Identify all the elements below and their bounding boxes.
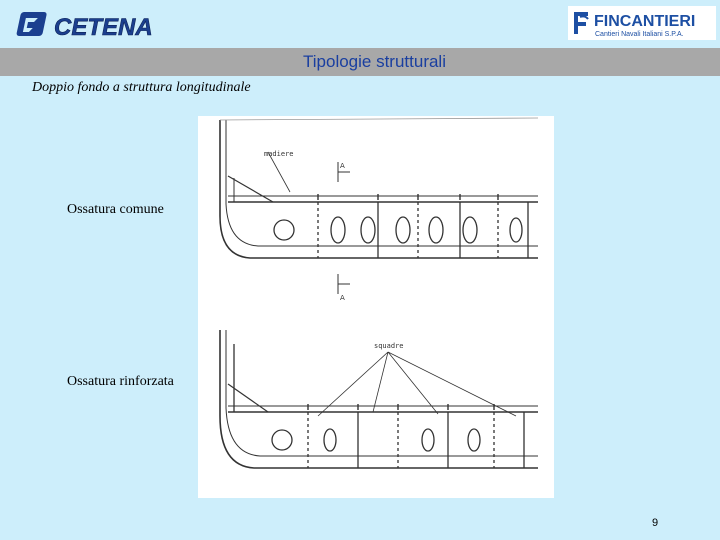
label-ossatura-rinforzata: Ossatura rinforzata xyxy=(67,374,174,389)
structural-drawing xyxy=(198,116,554,498)
fincantieri-logo-icon xyxy=(568,6,716,40)
fincantieri-logo xyxy=(568,6,716,40)
drawing-svg xyxy=(198,116,554,498)
label-ossatura-comune: Ossatura comune xyxy=(67,202,164,217)
slide-subtitle: Doppio fondo a struttura longitudinale xyxy=(32,80,251,95)
cetena-logo-icon xyxy=(14,8,184,42)
cetena-logo xyxy=(14,8,184,42)
page-number: 9 xyxy=(652,517,659,529)
fincantieri-logo-subtext: Cantieri Navali Italiani S.P.A. xyxy=(595,31,684,38)
cetena-logo-text: CETENA xyxy=(54,14,153,41)
section-mark-bottom: A xyxy=(340,294,345,302)
slide-title: Tipologie strutturali xyxy=(303,52,446,71)
section-mark-top: A xyxy=(340,162,345,170)
fincantieri-logo-text: FINCANTIERI xyxy=(594,13,696,30)
squadre-annotation: squadre xyxy=(374,342,404,350)
madiere-annotation: madiere xyxy=(264,150,294,158)
